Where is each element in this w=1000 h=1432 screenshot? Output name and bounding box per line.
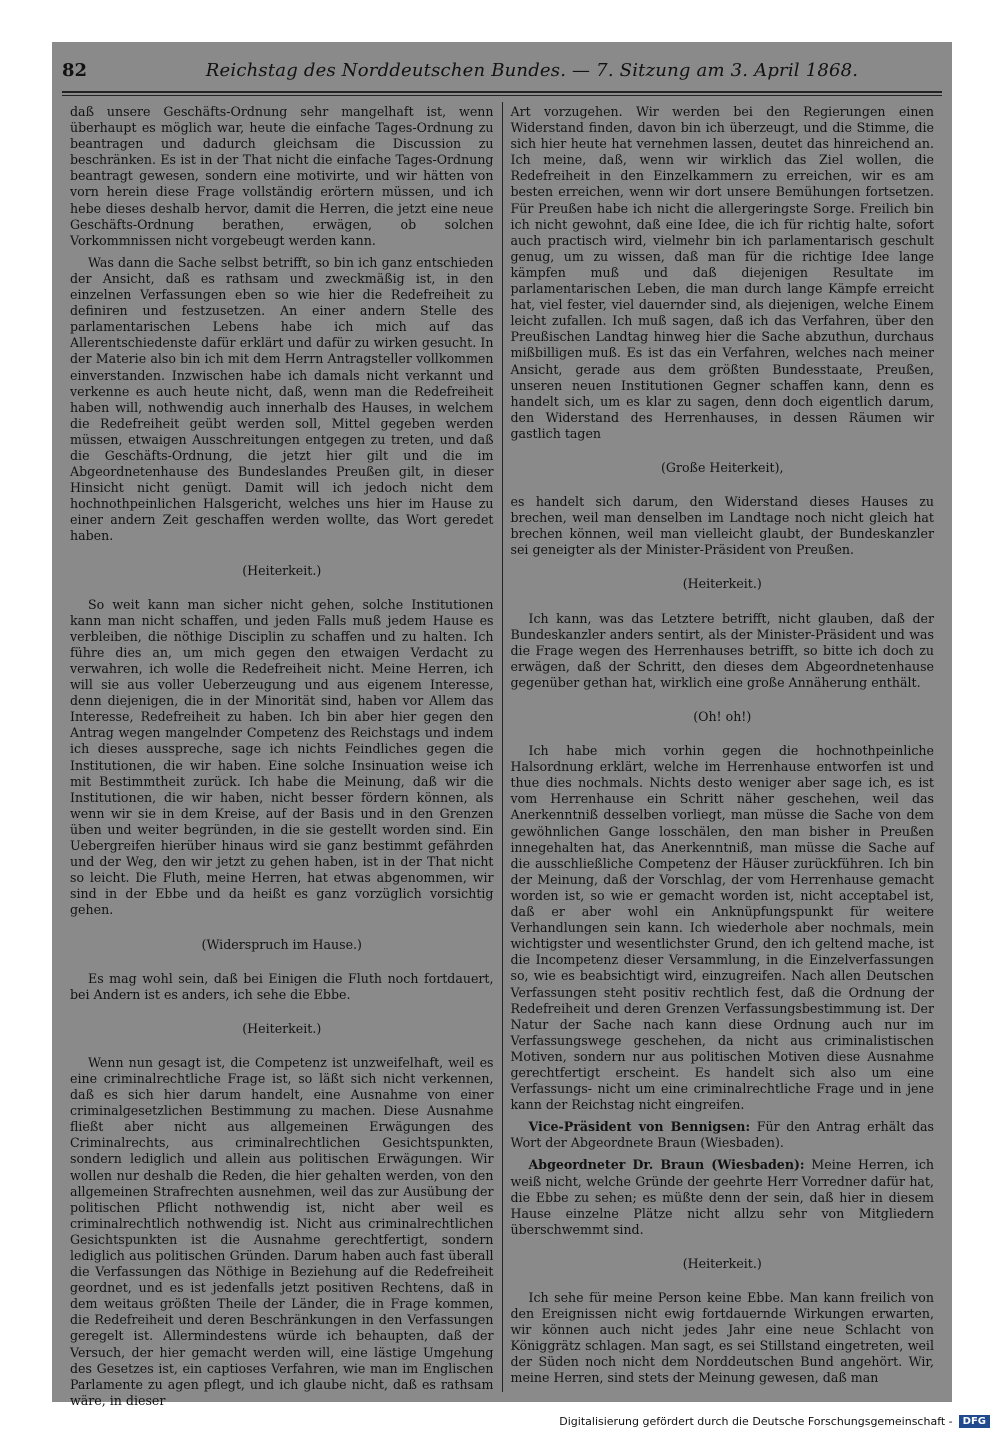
- paragraph: es handelt sich darum, den Widerstand dieses Hauses zu brechen, weil man denselben im Landtage noch nicht gleich hat brechen können, weil man vielleicht glaubt, der Bundeskanzler sei geneigter als der Minister-Präsident von Preußen.: [510, 494, 934, 558]
- left-column: [62, 102, 502, 1408]
- paragraph: Was dann die Sache selbst betrifft, so bin ich ganz entschieden der Ansicht, daß es rathsam und zweckmäßig ist, in den einzelnen Verfassungen eben so wie hier die Redefreiheit zu definiren und festzusetzen. An einer andern Stelle des parlamentarischen Lebens habe ich mich auf das Allerentschiedenste dafür erklärt und dafür zu wirken gesucht. In der Materie also bin ich mit dem Herrn Antragsteller vollkommen einverstanden. Inzwischen habe ich damals nicht verkannt und verkenne es auch heute nicht, daß, wenn man die Redefreiheit haben will, nothwendig auch innerhalb des Hauses, in welchem die Redefreiheit geübt werden soll, Mittel gegeben werden müssen, etwaigen Ausschreitungen entgegen zu treten, und daß die Geschäfts-Ordnung, die jetzt hier gilt und die im Abgeordnetenhause des Bundeslandes Preußen gilt, in dieser Hinsicht nicht genügt. Damit will ich jedoch nicht dem hochnothpeinlichen Halsgericht, welches uns hier im Hause zu einer andern Zeit geschaffen werden wollte, das Wort geredet haben.: [70, 254, 494, 544]
- paragraph: daß unsere Geschäfts-Ordnung sehr mangelhaft ist, wenn überhaupt es möglich war, heute die einfache Tages-Ordnung zu beantragen und dadurch gleichsam die Discussion zu beschränken. Es ist in der That nicht die einfache Tages-Ordnung beantragt gewesen, sondern eine motivirte, und wir hätten von vorn herein diese Frage vollständig erörtern müssen, und ich hebe dieses deshalb hervor, damit die Herren, die jetzt eine neue Geschäfts-Ordnung berathen, erwägen, ob solchen Vorkommnissen nicht vorgebeugt werden kann.: [70, 104, 494, 248]
- interjection: (Große Heiterkeit),: [660, 459, 784, 475]
- running-head: Reichstag des Norddeutschen Bundes. — 7. Sitzung am 3. April 1868.: [205, 59, 859, 81]
- speaker-text: Meine Herren, ich weiß nicht, welche Gründe der geehrte Herr Vorredner dafür hat, die Ebbe zu sehen; es müßte denn der sein, daß hier in diesem Hause einzelne Plätze nicht allzu sehr von Mitgliedern überschwemmt sind.: [510, 1157, 934, 1237]
- page-number: 82: [62, 59, 88, 81]
- footer-text: Digitalisierung gefördert durch die Deutsche Forschungsgemeinschaft -: [559, 1414, 953, 1428]
- interjection: (Heiterkeit.): [682, 1255, 762, 1271]
- interjection: (Widerspruch im Hause.): [201, 936, 362, 952]
- paragraph: So weit kann man sicher nicht gehen, solche Institutionen kann man nicht schaffen, und jeden Falls muß jedem Hause es verbleiben, die nöthige Disciplin zu schaffen und zu halten. Ich führe dies an, um mich gegen den etwaigen Verdacht zu verwahren, ich wolle die Redefreiheit nicht. Meine Herren, ich will sie aus voller Ueberzeugung und aus eigenem Interesse, denn diejenigen, die in der Minorität sind, haben vor Allem das Interesse, Redefreiheit zu haben. Ich bin aber hier gegen den Antrag wegen mangelnder Competenz des Reichstags und indem ich dieses ausspreche, sage ich nichts Feindliches gegen die Institutionen, die wir haben. Eine solche Insinuation weise ich mit Bestimmtheit zurück. Ich habe die Meinung, daß wir die Institutionen, die wir haben, nicht besser fördern können, als wenn wir sie in dem Kreise, auf der Basis und in den Grenzen üben und weiter begründen, in die sie gestellt worden sind. Ein Uebergreifen hierüber hinaus wird sie ganz bestimmt gefährden und der Weg, den wir jetzt zu gehen haben, ist in der That nicht so leicht. Die Fluth, meine Herren, hat etwas abgenommen, wir sind in der Ebbe und da heißt es ganz vorzüglich vorsichtig gehen.: [70, 596, 494, 918]
- header-rule-thin: [62, 95, 942, 96]
- speaker-name: Vice-Präsident von Bennigsen:: [528, 1119, 751, 1135]
- paragraph: Wenn nun gesagt ist, die Competenz ist unzweifelhaft, weil es eine criminalrechtliche Frage ist, so läßt sich nicht verkennen, daß es sich hier darum handelt, eine Ausnahme von einer criminalgesetzlichen Bestimmung zu machen. Diese Ausnahme fließt aber nicht aus allgemeinen Erwägungen des Criminalrechts, aus criminalrechtlichen Gesichtspunkten, sondern lediglich und allein aus politischen Erwägungen. Wir wollen nur deshalb die Reden, die hier gehalten werden, von den allgemeinen Strafrechten ausnehmen, weil das zur Ausübung der politischen Pflicht nothwendig ist, nicht aber weil es criminalrechtlich nothwendig ist. Nicht aus criminalrechtlichen Gesichtspunkten ist die Ausnahme gerechtfertigt, sondern lediglich aus politischen Gründen. Darum haben auch fast überall die Verfassungen das Nöthige in Beziehung auf die Redefreiheit geordnet, und es ist jedenfalls jetzt positiven Rechtens, daß in dem weitaus größten Theile der Länder, die in Frage kommen, die Redefreiheit und deren Beschränkungen in den Verfassungen geregelt ist. Allermindestens würde ich behaupten, daß der Versuch, der hier gemacht werden will, eine lästige Umgehung des Gesetzes ist, ein captioses Verfahren, wie man im Englischen Parlamente zu agen pflegt, und ich glaube nicht, daß es rathsam wäre, in dieser: [70, 1054, 494, 1408]
- paragraph: Ich kann, was das Letztere betrifft, nicht glauben, daß der Bundeskanzler anders sentirt, als der Minister-Präsident und was die Frage wegen des Herrenhauses betrifft, so bitte ich doch zu erwägen, daß der Schritt, den dieses dem Abgeordnetenhause gegenüber gethan hat, wirklich eine große Annäherung enthält.: [510, 610, 934, 690]
- footer: [0, 1410, 1000, 1432]
- dfg-logo: DFG: [959, 1415, 990, 1428]
- speaker-name: Abgeordneter Dr. Braun (Wiesbaden):: [528, 1157, 805, 1173]
- paragraph: Ich habe mich vorhin gegen die hochnothpeinliche Halsordnung erklärt, welche im Herrenhause entworfen ist und thue dies nochmals. Nichts desto weniger aber sage ich, es ist vom Herrenhause ein Schritt näher geschehen, weil das Anerkenntniß desselben vorliegt, man müsse die Sache von dem gewöhnlichen Gange losschälen, den man bisher in Preußen innegehalten hat, das Anerkenntniß, man müsse die Sache auf die ausschließliche Competenz der Häuser zurückführen. Ich bin der Meinung, daß der Vorschlag, der vom Herrenhause gemacht worden ist, so wie er gemacht worden ist, nicht acceptabel ist, daß er aber wohl ein Anknüpfungspunkt für weitere Verhandlungen sein kann. Ich wiederhole aber nochmals, mein wichtigster und wesentlichster Grund, den ich geltend mache, ist die Incompetenz dieser Versammlung, in die Einzelverfassungen so, wie es beabsichtigt wird, einzugreifen. Nach allen Deutschen Verfassungen steht positiv rechtlich fest, daß die Ordnung der Redefreiheit und deren Grenzen Verfassungsbestimmung ist. Der Natur der Sache nach kann diese Ordnung auch nur im Verfassungswege geschehen, da nicht aus criminalistischen Motiven, sondern nur aus politischen Motiven diese Ausnahme gerechtfertigt erscheint. Es handelt sich also um eine Verfassungs- nicht um eine criminalrechtliche Frage und in jene kann der Reichstag nicht eingreifen.: [510, 743, 934, 1113]
- text-columns: [62, 102, 942, 1408]
- paragraph: Art vorzugehen. Wir werden bei den Regierungen einen Widerstand finden, davon bin ich überzeugt, und die Stimme, die sich hier heute hat vernehmen lassen, deutet das hinreichend an. Ich meine, daß, wenn wir wirklich das Ziel wollen, die Redefreiheit in den Einzelkammern zu erreichen, wir es am besten erreichen, wenn wir dort unsere Bemühungen fortsetzen. Für Preußen habe ich nicht die allergeringste Sorge. Freilich bin ich nicht gewohnt, daß eine Idee, die ich für richtig halte, sofort auch practisch wird, vielmehr bin ich parlamentarisch geschult genug, um zu wissen, daß man für die richtige Idee lange kämpfen muß und daß diejenigen Resultate im parlamentarischen Leben, die man durch lange Kämpfe erreicht hat, viel fester, viel dauernder sind, als diejenigen, welche Einem leicht zufallen. Ich muß sagen, daß ich das Verfahren, über den Preußischen Landtag hinweg hier die Sache abzuthun, durchaus mißbilligen muß. Es ist das ein Verfahren, welches nach meiner Ansicht, gerade aus dem größten Bundesstaate, Preußen, unseren neuen Institutionen Gegner schaffen kann, denn es handelt sich, um es klar zu sagen, denn doch eigentlich darum, den Widerstand des Herrenhauses, in dessen Räumen wir gastlich tagen: [510, 104, 934, 441]
- speaker-paragraph: [511, 1119, 935, 1151]
- interjection: (Heiterkeit.): [242, 1020, 322, 1036]
- interjection: (Oh! oh!): [693, 709, 752, 724]
- paragraph: Es mag wohl sein, daß bei Einigen die Fluth noch fortdauert, bei Andern ist es anders, ich sehe die Ebbe.: [70, 970, 494, 1002]
- speaker-paragraph: [511, 1157, 935, 1237]
- paragraph: Ich sehe für meine Person keine Ebbe. Man kann freilich von den Ereignissen nicht ewig fortdauernde Wirkungen erwarten, wir können auch nicht jedes Jahr eine neue Schlacht von Königgrätz schlagen. Man sagt, es sei Stillstand eingetreten, weil der Süden noch nicht dem Norddeutschen Bund angehört. Wir, meine Herren, sind stets der Meinung gewesen, daß man: [510, 1290, 934, 1386]
- page-header: [62, 50, 942, 90]
- interjection: (Heiterkeit.): [242, 562, 322, 578]
- page: [52, 42, 952, 1408]
- header-rule: [62, 91, 942, 93]
- interjection: (Heiterkeit.): [682, 576, 762, 592]
- right-column: [503, 102, 943, 1392]
- speaker-text: Für den Antrag erhält das Wort der Abgeordnete Braun (Wiesbaden).: [510, 1119, 934, 1151]
